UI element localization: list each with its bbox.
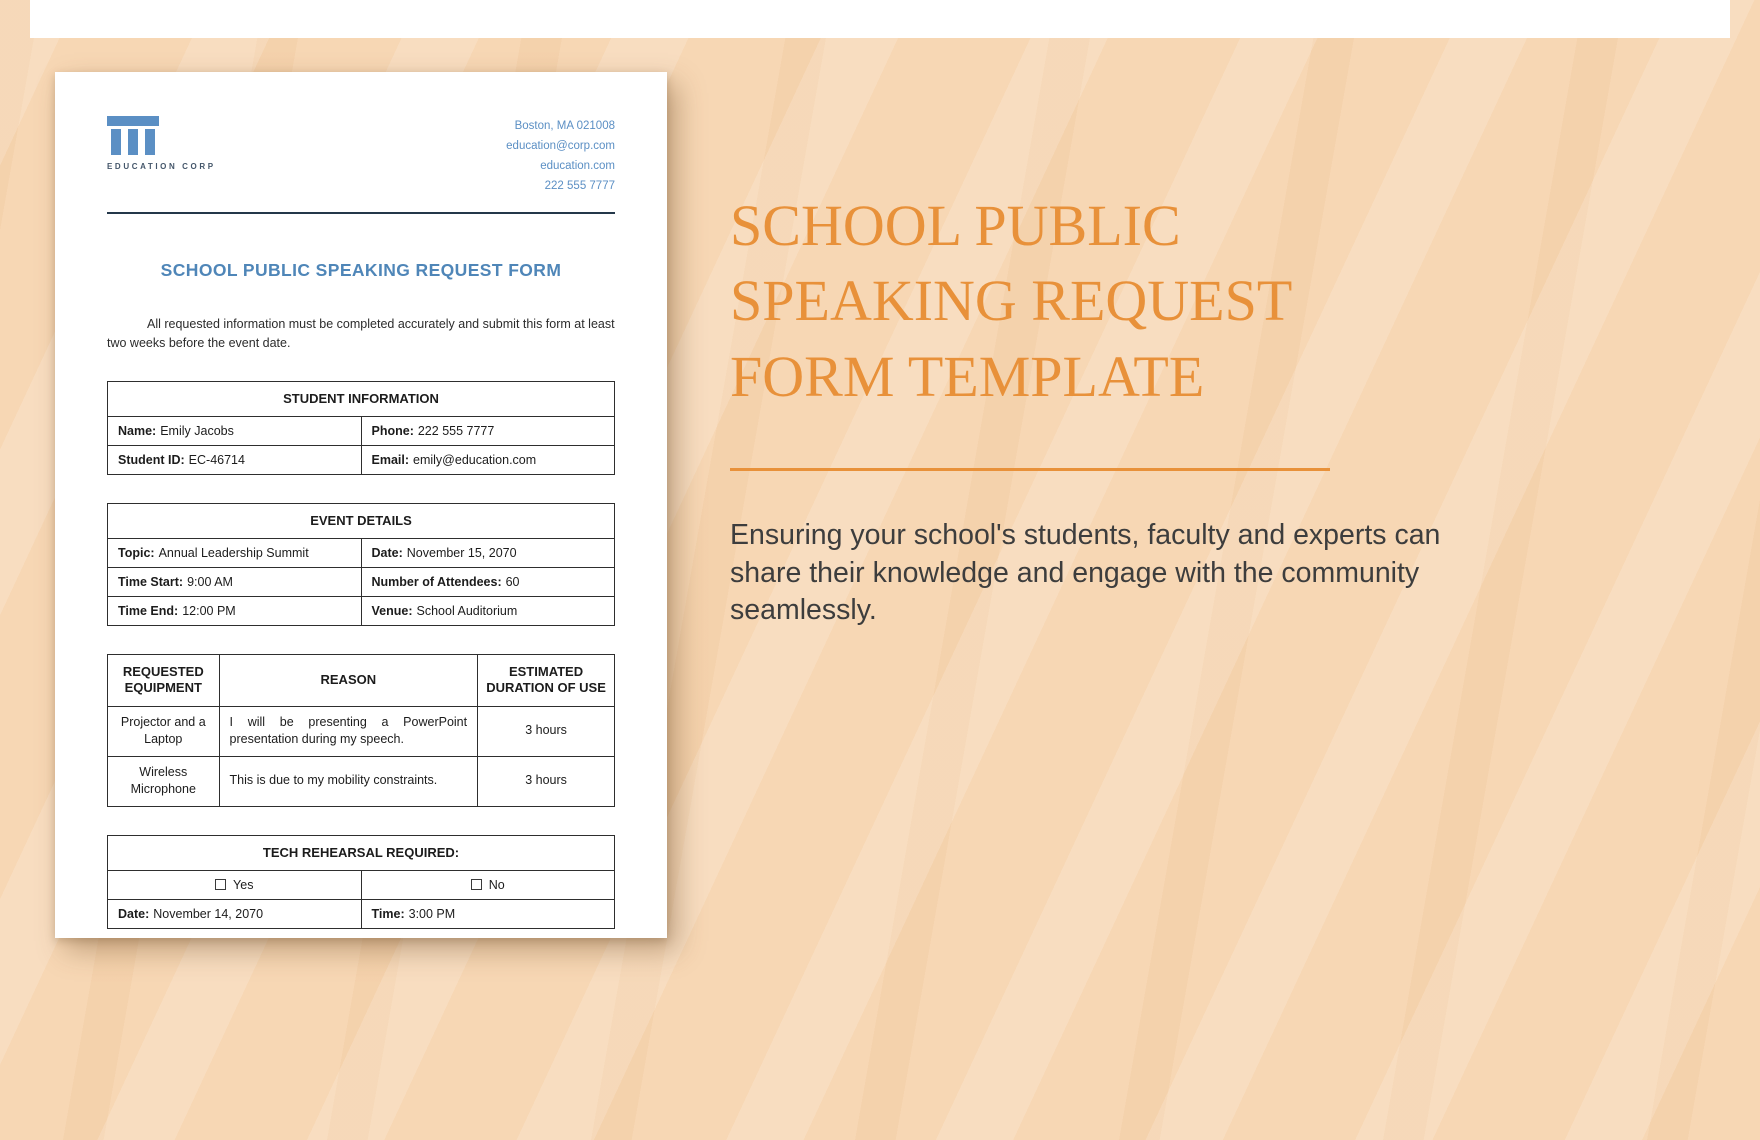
duration-cell: 3 hours — [478, 706, 615, 756]
table-row — [108, 870, 615, 899]
table-row — [108, 445, 615, 474]
topic-field: Topic: Annual Leadership Summit — [108, 539, 362, 568]
contact-info — [506, 116, 615, 196]
time-start-field: Time Start: 9:00 AM — [108, 568, 362, 597]
contact-address: Boston, MA 021008 — [514, 120, 615, 132]
equipment-column-header: REQUESTED EQUIPMENT — [108, 655, 220, 707]
table-row — [108, 597, 615, 626]
logo-block — [107, 116, 217, 171]
time-end-field: Time End: 12:00 PM — [108, 597, 362, 626]
reason-cell: I will be presenting a PowerPoint presentation during my speech. — [219, 706, 478, 756]
letterhead — [107, 116, 615, 214]
event-details-table — [107, 503, 615, 626]
email-field: Email: emily@education.com — [361, 445, 615, 474]
table-header-row — [108, 655, 615, 707]
reason-cell: This is due to my mobility constraints. — [219, 756, 478, 806]
contact-website: education.com — [540, 160, 615, 172]
yes-label: Yes — [233, 877, 254, 892]
student-info-header: STUDENT INFORMATION — [108, 381, 615, 416]
top-white-strip — [30, 0, 1730, 38]
reason-column-header: REASON — [219, 655, 478, 707]
table-row — [108, 756, 615, 806]
student-id-field: Student ID: EC-46714 — [108, 445, 362, 474]
table-row — [108, 568, 615, 597]
form-document — [55, 72, 667, 938]
rehearsal-date-field: Date: November 14, 2070 — [108, 899, 362, 928]
tech-rehearsal-table — [107, 835, 615, 929]
accent-divider — [730, 468, 1330, 471]
contact-email: education@corp.com — [506, 140, 615, 152]
no-option — [361, 870, 615, 899]
equipment-cell: Projector and a Laptop — [108, 706, 220, 756]
table-row — [108, 416, 615, 445]
template-title: SCHOOL PUBLIC SPEAKING REQUEST FORM TEMPLATE — [730, 193, 1293, 409]
equipment-cell: Wireless Microphone — [108, 756, 220, 806]
rehearsal-time-field: Time: 3:00 PM — [361, 899, 615, 928]
duration-column-header: ESTIMATED DURATION OF USE — [478, 655, 615, 707]
form-intro: All requested information must be completed accurately and submit this form at least two weeks before the event date. — [107, 317, 615, 350]
name-field: Name: Emily Jacobs — [108, 416, 362, 445]
form-title: SCHOOL PUBLIC SPEAKING REQUEST FORM — [160, 260, 562, 280]
tech-rehearsal-header: TECH REHEARSAL REQUIRED: — [108, 835, 615, 870]
table-row — [108, 539, 615, 568]
no-checkbox[interactable] — [471, 879, 482, 890]
contact-phone: 222 555 7777 — [544, 180, 615, 192]
equipment-table — [107, 654, 615, 807]
no-label: No — [488, 877, 505, 892]
attendees-field: Number of Attendees: 60 — [361, 568, 615, 597]
template-info-panel — [730, 188, 1490, 630]
phone-field: Phone: 222 555 7777 — [361, 416, 615, 445]
yes-checkbox[interactable] — [215, 879, 226, 890]
table-row — [108, 899, 615, 928]
company-name: EDUCATION CORP — [107, 162, 216, 171]
education-corp-logo-icon — [107, 116, 159, 155]
template-description: Ensuring your school's students, faculty and experts can share their knowledge and engage with the community seamlessly. — [730, 519, 1441, 627]
venue-field: Venue: School Auditorium — [361, 597, 615, 626]
student-information-table — [107, 381, 615, 475]
date-field: Date: November 15, 2070 — [361, 539, 615, 568]
table-row — [108, 706, 615, 756]
duration-cell: 3 hours — [478, 756, 615, 806]
yes-option — [108, 870, 362, 899]
event-details-header: EVENT DETAILS — [108, 503, 615, 538]
